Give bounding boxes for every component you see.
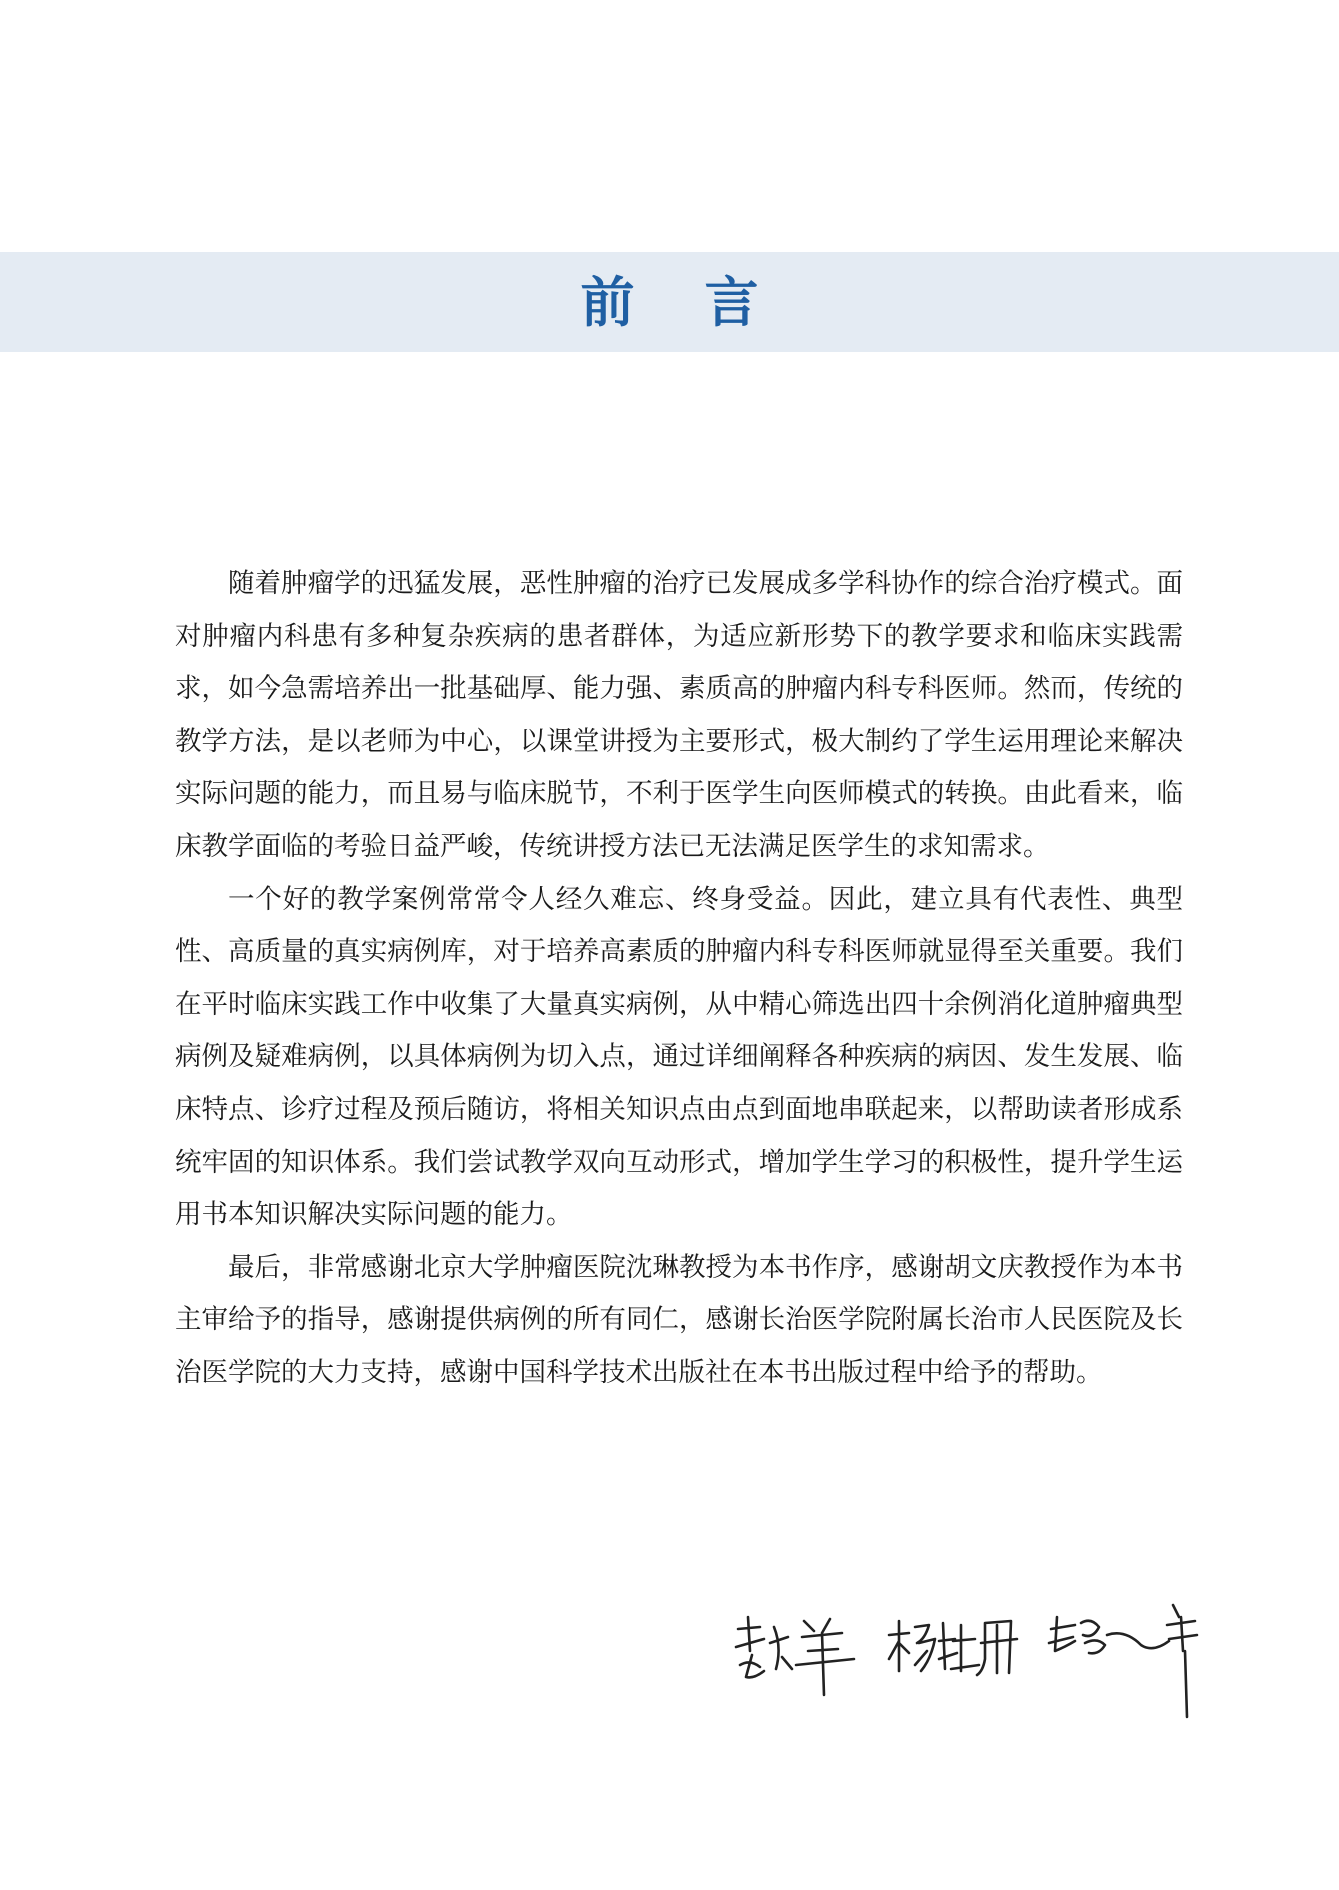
page-title: 前言 xyxy=(580,270,829,334)
signature-1 xyxy=(730,1607,860,1697)
paragraph-3: 最后，非常感谢北京大学肿瘤医院沈琳教授为本书作序，感谢胡文庆教授作为本书主审给予的指导，感谢提供病例的所有同仁，感谢长治医学院附属长治市人民医院及长治医学院的大力支持，感谢中国科学技术出版社在本书出版过程中给予的帮助。 xyxy=(175,1251,1183,1388)
signature-2 xyxy=(885,1613,1020,1683)
preface-body xyxy=(175,558,1183,1400)
signatures xyxy=(730,1595,1200,1725)
paragraph-2: 一个好的教学案例常常令人经久难忘、终身受益。因此，建立具有代表性、典型性、高质量的真实病例库，对于培养高素质的肿瘤内科专科医师就显得至关重要。我们在平时临床实践工作中收集了大量真实病例，从中精心筛选出四十余例消化道肿瘤典型病例及疑难病例，以具体病例为切入点，通过详细阐释各种疾病的病因、发生发展、临床特点、诊疗过程及预后随访，将相关知识点由点到面地串联起来，以帮助读者形成系统牢固的知识体系。我们尝试教学双向互动形式，增加学生学习的积极性，提升学生运用书本知识解决实际问题的能力。 xyxy=(175,883,1183,1231)
signature-3 xyxy=(1045,1595,1200,1720)
title-band xyxy=(0,252,1339,352)
paragraph-1: 随着肿瘤学的迅猛发展，恶性肿瘤的治疗已发展成多学科协作的综合治疗模式。面对肿瘤内科患有多种复杂疾病的患者群体，为适应新形势下的教学要求和临床实践需求，如今急需培养出一批基础厚、能力强、素质高的肿瘤内科专科医师。然而，传统的教学方法，是以老师为中心，以课堂讲授为主要形式，极大制约了学生运用理论来解决实际问题的能力，而且易与临床脱节，不利于医学生向医师模式的转换。由此看来，临床教学面临的考验日益严峻，传统讲授方法已无法满足医学生的求知需求。 xyxy=(175,568,1183,862)
